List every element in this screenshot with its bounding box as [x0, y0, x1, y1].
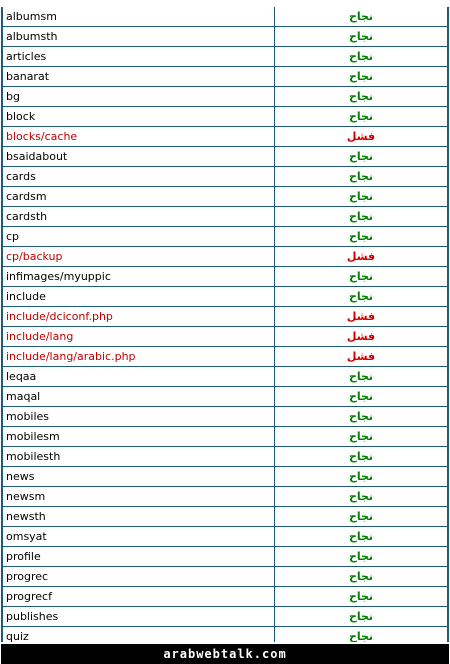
status-success-cell: نجاح: [275, 407, 448, 427]
status-success-cell: نجاح: [275, 87, 448, 107]
folder-path-cell: block: [3, 107, 275, 127]
status-success-cell: نجاح: [275, 507, 448, 527]
status-success-cell: نجاح: [275, 67, 448, 87]
table-row: [3, 47, 448, 67]
table-row: [3, 147, 448, 167]
status-success-cell: نجاح: [275, 547, 448, 567]
folder-path-cell: albumsm: [3, 7, 275, 27]
folder-path-cell: bsaidabout: [3, 147, 275, 167]
status-success-cell: نجاح: [275, 607, 448, 627]
folder-path-cell: newsth: [3, 507, 275, 527]
folder-path-cell: maqal: [3, 387, 275, 407]
status-success-cell: نجاح: [275, 587, 448, 607]
permissions-table: [2, 7, 448, 642]
status-success-cell: نجاح: [275, 387, 448, 407]
folder-path-cell: publishes: [3, 607, 275, 627]
permissions-table-body: [3, 7, 448, 642]
table-row: [3, 87, 448, 107]
status-success-cell: نجاح: [275, 267, 448, 287]
table-row: [3, 67, 448, 87]
table-row: [3, 527, 448, 547]
status-failure-cell: فشل: [275, 327, 448, 347]
folder-path-cell: include/lang: [3, 327, 275, 347]
table-row: [3, 287, 448, 307]
table-row: [3, 167, 448, 187]
table-row: [3, 507, 448, 527]
status-failure-cell: فشل: [275, 307, 448, 327]
status-success-cell: نجاح: [275, 367, 448, 387]
table-row: [3, 367, 448, 387]
table-row: [3, 347, 448, 367]
table-row: [3, 387, 448, 407]
status-success-cell: نجاح: [275, 47, 448, 67]
table-row: [3, 247, 448, 267]
status-success-cell: نجاح: [275, 107, 448, 127]
table-row: [3, 307, 448, 327]
folder-path-cell: cardsth: [3, 207, 275, 227]
folder-path-cell: cards: [3, 167, 275, 187]
status-failure-cell: فشل: [275, 347, 448, 367]
folder-path-cell: articles: [3, 47, 275, 67]
site-watermark: arabwebtalk.com: [1, 644, 449, 664]
table-row: [3, 7, 448, 27]
status-success-cell: نجاح: [275, 147, 448, 167]
folder-path-cell: include/lang/arabic.php: [3, 347, 275, 367]
folder-path-cell: news: [3, 467, 275, 487]
status-success-cell: نجاح: [275, 527, 448, 547]
table-row: [3, 207, 448, 227]
table-row: [3, 567, 448, 587]
status-success-cell: نجاح: [275, 567, 448, 587]
folder-path-cell: mobilesth: [3, 447, 275, 467]
status-success-cell: نجاح: [275, 627, 448, 643]
status-success-cell: نجاح: [275, 207, 448, 227]
status-success-cell: نجاح: [275, 287, 448, 307]
table-row: [3, 627, 448, 643]
table-row: [3, 447, 448, 467]
folder-path-cell: mobiles: [3, 407, 275, 427]
folder-path-cell: include: [3, 287, 275, 307]
permissions-table-frame: [1, 7, 449, 642]
table-row: [3, 327, 448, 347]
table-row: [3, 187, 448, 207]
status-success-cell: نجاح: [275, 187, 448, 207]
status-success-cell: نجاح: [275, 467, 448, 487]
folder-path-cell: mobilesm: [3, 427, 275, 447]
status-failure-cell: فشل: [275, 127, 448, 147]
folder-path-cell: bg: [3, 87, 275, 107]
table-row: [3, 27, 448, 47]
folder-path-cell: profile: [3, 547, 275, 567]
folder-path-cell: blocks/cache: [3, 127, 275, 147]
folder-path-cell: banarat: [3, 67, 275, 87]
table-row: [3, 127, 448, 147]
table-row: [3, 607, 448, 627]
status-failure-cell: فشل: [275, 247, 448, 267]
folder-path-cell: quiz: [3, 627, 275, 643]
folder-path-cell: progrecf: [3, 587, 275, 607]
table-row: [3, 467, 448, 487]
table-row: [3, 427, 448, 447]
status-success-cell: نجاح: [275, 227, 448, 247]
status-success-cell: نجاح: [275, 487, 448, 507]
status-success-cell: نجاح: [275, 167, 448, 187]
table-row: [3, 407, 448, 427]
folder-path-cell: cp: [3, 227, 275, 247]
status-success-cell: نجاح: [275, 427, 448, 447]
folder-path-cell: progrec: [3, 567, 275, 587]
folder-path-cell: leqaa: [3, 367, 275, 387]
folder-path-cell: newsm: [3, 487, 275, 507]
status-success-cell: نجاح: [275, 447, 448, 467]
folder-path-cell: infimages/myuppic: [3, 267, 275, 287]
folder-path-cell: cp/backup: [3, 247, 275, 267]
folder-path-cell: include/dciconf.php: [3, 307, 275, 327]
status-success-cell: نجاح: [275, 27, 448, 47]
folder-path-cell: albumsth: [3, 27, 275, 47]
table-row: [3, 227, 448, 247]
table-row: [3, 107, 448, 127]
folder-path-cell: cardsm: [3, 187, 275, 207]
folder-path-cell: omsyat: [3, 527, 275, 547]
table-row: [3, 487, 448, 507]
table-row: [3, 547, 448, 567]
table-row: [3, 267, 448, 287]
status-success-cell: نجاح: [275, 7, 448, 27]
table-row: [3, 587, 448, 607]
